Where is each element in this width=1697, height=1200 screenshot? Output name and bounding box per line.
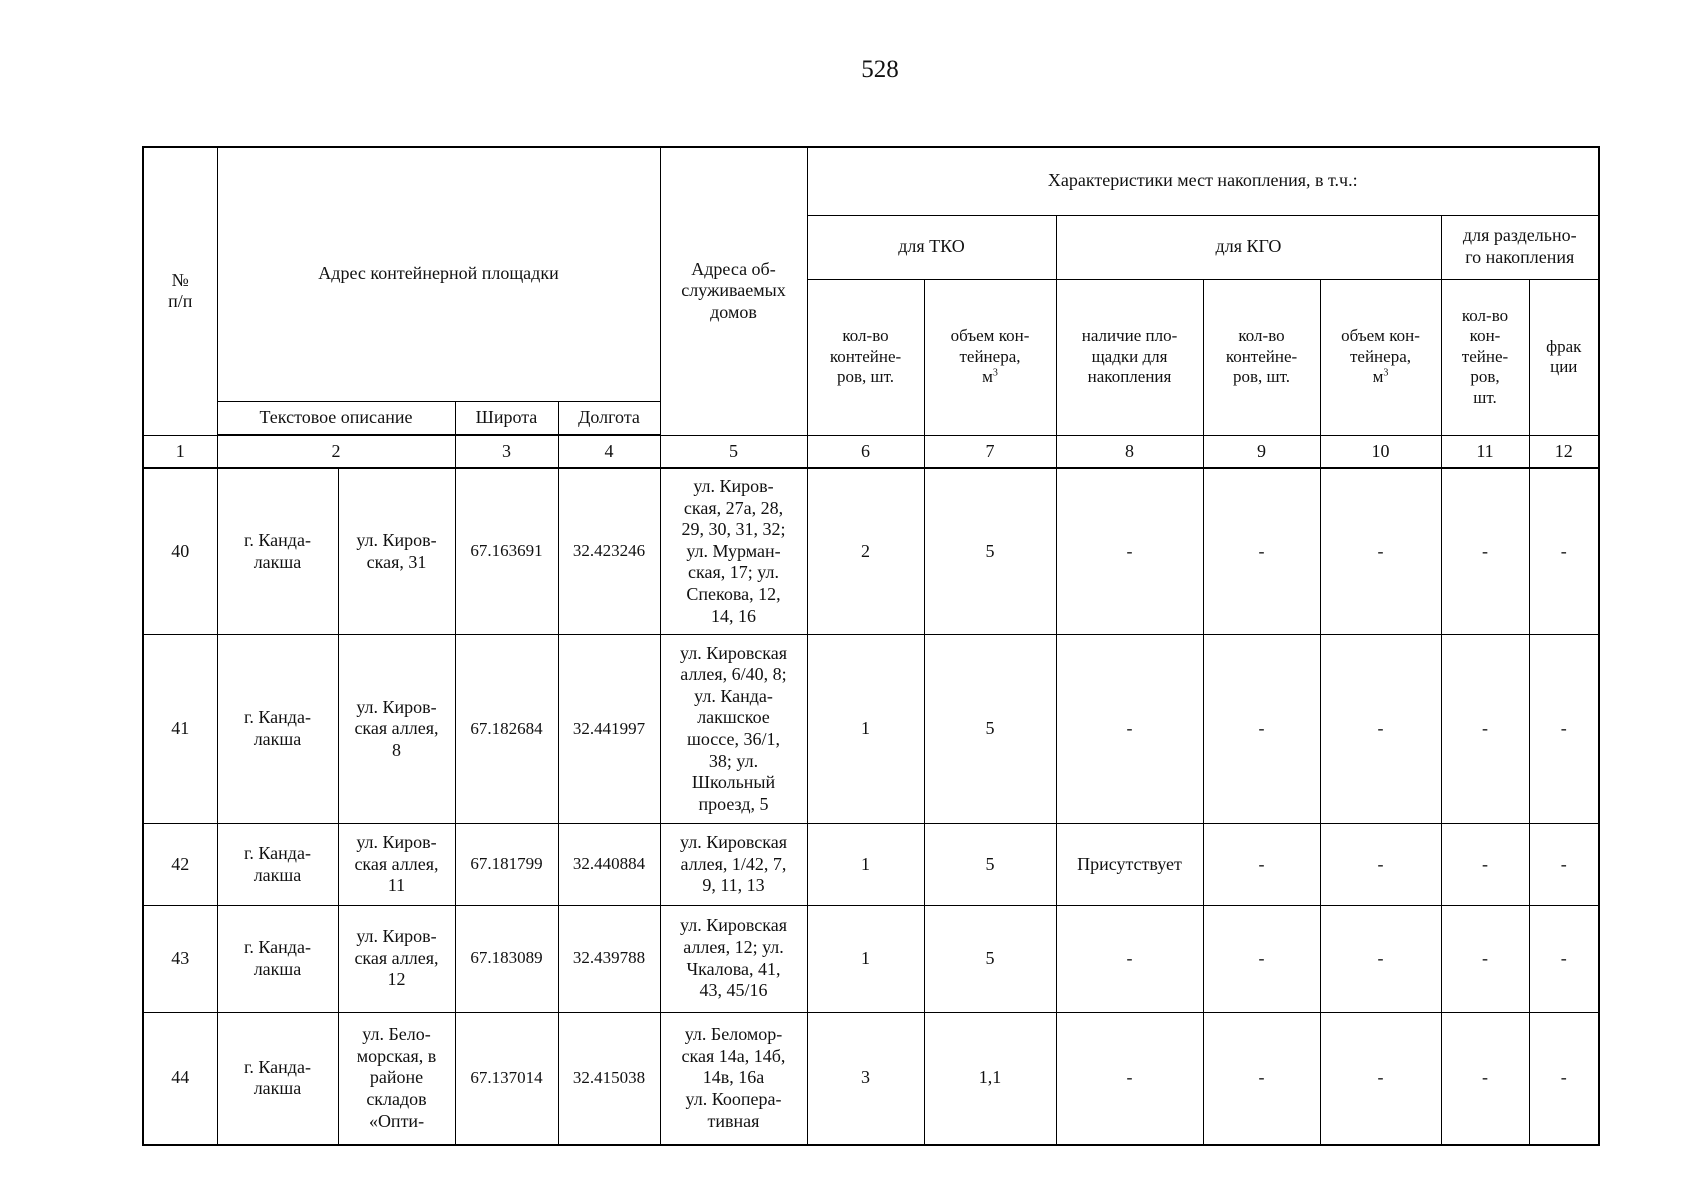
column-number: 3 <box>455 435 558 468</box>
cell-kgo-count: - <box>1203 634 1320 823</box>
cell-tko-count: 2 <box>807 468 924 634</box>
header-kgo-volume: объем кон- тейнера, $м^3$ <box>1320 279 1441 435</box>
cell-longitude: 32.415038 <box>558 1012 660 1145</box>
cell-kgo-site: - <box>1056 468 1203 634</box>
cell-latitude: 67.137014 <box>455 1012 558 1145</box>
cell-tko-volume: 1,1 <box>924 1012 1056 1145</box>
cell-kgo-volume: - <box>1320 468 1441 634</box>
cell-street: ул. Киров- ская, 31 <box>338 468 455 634</box>
table-header <box>143 147 1599 435</box>
cell-kgo-volume: - <box>1320 905 1441 1012</box>
cell-latitude: 67.183089 <box>455 905 558 1012</box>
cell-kgo-site: - <box>1056 1012 1203 1145</box>
cell-kgo-volume: - <box>1320 1012 1441 1145</box>
column-number: 4 <box>558 435 660 468</box>
cell-tko-volume: 5 <box>924 824 1056 906</box>
cell-longitude: 32.441997 <box>558 634 660 823</box>
column-number: 12 <box>1529 435 1599 468</box>
cell-kgo-count: - <box>1203 468 1320 634</box>
header-served-houses: Адреса об- служиваемых домов <box>660 147 807 435</box>
cell-tko-count: 1 <box>807 634 924 823</box>
header-kgo-count: кол-во контейне- ров, шт. <box>1203 279 1320 435</box>
cell-sep-fraction: - <box>1529 824 1599 906</box>
cell-tko-volume: 5 <box>924 905 1056 1012</box>
cell-sep-count: - <box>1441 824 1529 906</box>
cell-sep-count: - <box>1441 1012 1529 1145</box>
cell-num: 43 <box>143 905 217 1012</box>
column-number: 1 <box>143 435 217 468</box>
container-sites-table <box>142 146 1600 1146</box>
header-sep-fraction: фрак ции <box>1529 279 1599 435</box>
column-number: 6 <box>807 435 924 468</box>
cell-kgo-count: - <box>1203 824 1320 906</box>
header-text-description: Текстовое описание <box>217 401 455 435</box>
cell-sep-count: - <box>1441 634 1529 823</box>
cell-city: г. Канда- лакша <box>217 1012 338 1145</box>
cell-served-houses: ул. Кировская аллея, 1/42, 7, 9, 11, 13 <box>660 824 807 906</box>
column-number: 10 <box>1320 435 1441 468</box>
cell-longitude: 32.440884 <box>558 824 660 906</box>
cell-city: г. Канда- лакша <box>217 905 338 1012</box>
cell-tko-volume: 5 <box>924 634 1056 823</box>
table-row <box>143 824 1599 906</box>
cell-tko-count: 1 <box>807 905 924 1012</box>
cell-sep-count: - <box>1441 468 1529 634</box>
header-address: Адрес контейнерной площадки <box>217 147 660 401</box>
header-num: № п/п <box>143 147 217 435</box>
cell-num: 41 <box>143 634 217 823</box>
cell-city: г. Канда- лакша <box>217 824 338 906</box>
cell-sep-fraction: - <box>1529 468 1599 634</box>
cell-sep-fraction: - <box>1529 634 1599 823</box>
cell-street: ул. Киров- ская аллея, 11 <box>338 824 455 906</box>
cell-kgo-site: - <box>1056 634 1203 823</box>
table-body <box>143 468 1599 1145</box>
table-row <box>143 1012 1599 1145</box>
cell-latitude: 67.181799 <box>455 824 558 906</box>
cell-num: 40 <box>143 468 217 634</box>
header-kgo: для КГО <box>1056 215 1441 279</box>
cell-tko-count: 3 <box>807 1012 924 1145</box>
cell-tko-volume: 5 <box>924 468 1056 634</box>
column-number: 7 <box>924 435 1056 468</box>
cell-kgo-volume: - <box>1320 634 1441 823</box>
header-tko-volume: объем кон- тейнера, $м^3$ <box>924 279 1056 435</box>
cell-kgo-volume: - <box>1320 824 1441 906</box>
cell-sep-fraction: - <box>1529 905 1599 1012</box>
column-number: 2 <box>217 435 455 468</box>
cell-longitude: 32.439788 <box>558 905 660 1012</box>
page-number: 528 <box>861 56 899 83</box>
cell-sep-fraction: - <box>1529 1012 1599 1145</box>
cell-served-houses: ул. Кировская аллея, 12; ул. Чкалова, 41, 43, 45/16 <box>660 905 807 1012</box>
cell-kgo-site: Присутствует <box>1056 824 1203 906</box>
cell-kgo-site: - <box>1056 905 1203 1012</box>
header-kgo-site: наличие пло- щадки для накопления <box>1056 279 1203 435</box>
cell-street: ул. Киров- ская аллея, 12 <box>338 905 455 1012</box>
cell-longitude: 32.423246 <box>558 468 660 634</box>
cell-kgo-count: - <box>1203 905 1320 1012</box>
cell-num: 44 <box>143 1012 217 1145</box>
cell-street: ул. Бело- морская, в районе складов «Опти- <box>338 1012 455 1145</box>
header-tko-count: кол-во контейне- ров, шт. <box>807 279 924 435</box>
cell-city: г. Канда- лакша <box>217 468 338 634</box>
header-characteristics: Характеристики мест накопления, в т.ч.: <box>807 147 1599 215</box>
header-latitude: Широта <box>455 401 558 435</box>
cell-tko-count: 1 <box>807 824 924 906</box>
header-sep-count: кол-во кон- тейне- ров, шт. <box>1441 279 1529 435</box>
header-tko: для ТКО <box>807 215 1056 279</box>
table-row <box>143 468 1599 634</box>
cell-sep-count: - <box>1441 905 1529 1012</box>
column-number: 8 <box>1056 435 1203 468</box>
cell-kgo-count: - <box>1203 1012 1320 1145</box>
cell-num: 42 <box>143 824 217 906</box>
table-row <box>143 634 1599 823</box>
cell-latitude: 67.182684 <box>455 634 558 823</box>
column-number: 5 <box>660 435 807 468</box>
cell-served-houses: ул. Кировская аллея, 6/40, 8; ул. Канда- лакшское шоссе, 36/1, 38; ул. Школьный проезд, 5 <box>660 634 807 823</box>
column-number: 11 <box>1441 435 1529 468</box>
cell-latitude: 67.163691 <box>455 468 558 634</box>
header-separate: для раздельно- го накопления <box>1441 215 1599 279</box>
column-number: 9 <box>1203 435 1320 468</box>
cell-city: г. Канда- лакша <box>217 634 338 823</box>
cell-served-houses: ул. Киров- ская, 27а, 28, 29, 30, 31, 32; ул. Мурман- ская, 17; ул. Спекова, 12, 14, 16 <box>660 468 807 634</box>
header-longitude: Долгота <box>558 401 660 435</box>
table-row <box>143 905 1599 1012</box>
cell-served-houses: ул. Беломор- ская 14а, 14б, 14в, 16а ул. Коопера- тивная <box>660 1012 807 1145</box>
column-numbers-row <box>143 435 1599 468</box>
cell-street: ул. Киров- ская аллея, 8 <box>338 634 455 823</box>
